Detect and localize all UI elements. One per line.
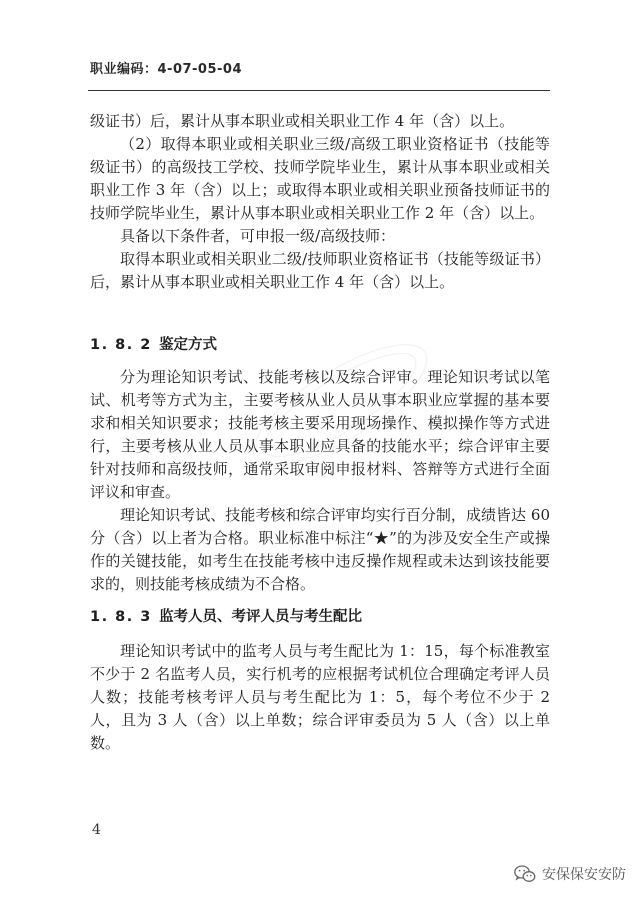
- paragraph: 具备以下条件者，可申报一级/高级技师：: [120, 227, 396, 245]
- section-title: 鉴定方式: [159, 337, 218, 353]
- paragraph: （2）取得本职业或相关职业三级/高级工职业资格证书（技能等级证书）的高级技工学校、技师学院毕业生，累计从事本职业或相关职业工作 3 年（含）以上；或取得本职业或相关职业预备技师证书的技师学院毕业生，累计从事本职业或相关职业工作 2 年（含）以上。: [90, 135, 550, 222]
- paragraph: 取得本职业或相关职业二级/技师职业资格证书（技能等级证书）后，累计从事本职业或相关职业工作 4 年（含）以上。: [90, 250, 550, 291]
- top-text-block: [90, 110, 550, 294]
- paragraph: 级证书）后，累计从事本职业或相关职业工作 4 年（含）以上。: [90, 112, 515, 130]
- section-heading-1-8-3: [90, 605, 362, 626]
- header-divider: [88, 90, 550, 91]
- paragraph: 分为理论知识考试、技能考核以及综合评审。理论知识考试以笔试、机考等方式为主，主要考核从业人员从事本职业应掌握的基本要求和相关知识要求；技能考核主要采用现场操作、模拟操作等方式进行，主要考核从业人员从事本职业应具备的技能水平；综合评审主要针对技师和高级技师，通常采取审阅申报材料、答辩等方式进行全面评议和审查。: [90, 368, 550, 501]
- account-watermark: [514, 864, 626, 884]
- section-1-8-3-body: [90, 640, 550, 755]
- paragraph: 理论知识考试、技能考核和综合评审均实行百分制，成绩皆达 60 分（含）以上者为合格。职业标准中标注“★”的为涉及安全生产或操作的关键技能，如考生在技能考核中违反操作规程或未达到该技能要求的，则技能考核成绩为不合格。: [90, 506, 550, 593]
- wechat-icon: [514, 865, 536, 883]
- paragraph: 理论知识考试中的监考人员与考生配比为 1：15，每个标准教室不少于 2 名监考人员，实行机考的应根据考试机位合理确定考评人员人数；技能考核考评人员与考生配比为 1：5，每个考位不少于 2 人，且为 3 人（含）以上单数；综合评审委员为 5 人（含）以上单数。: [90, 642, 550, 752]
- section-title: 监考人员、考评人员与考生配比: [159, 609, 363, 625]
- occupation-code-header: 职业编码：4-07-05-04: [90, 62, 243, 77]
- section-number: 1. 8. 2: [90, 337, 152, 353]
- watermark-text: 安保保安安防: [542, 867, 626, 883]
- page-number: 4: [92, 822, 101, 838]
- section-number: 1. 8. 3: [90, 609, 152, 625]
- section-heading-1-8-2: [90, 333, 217, 354]
- section-1-8-2-body: [90, 366, 550, 596]
